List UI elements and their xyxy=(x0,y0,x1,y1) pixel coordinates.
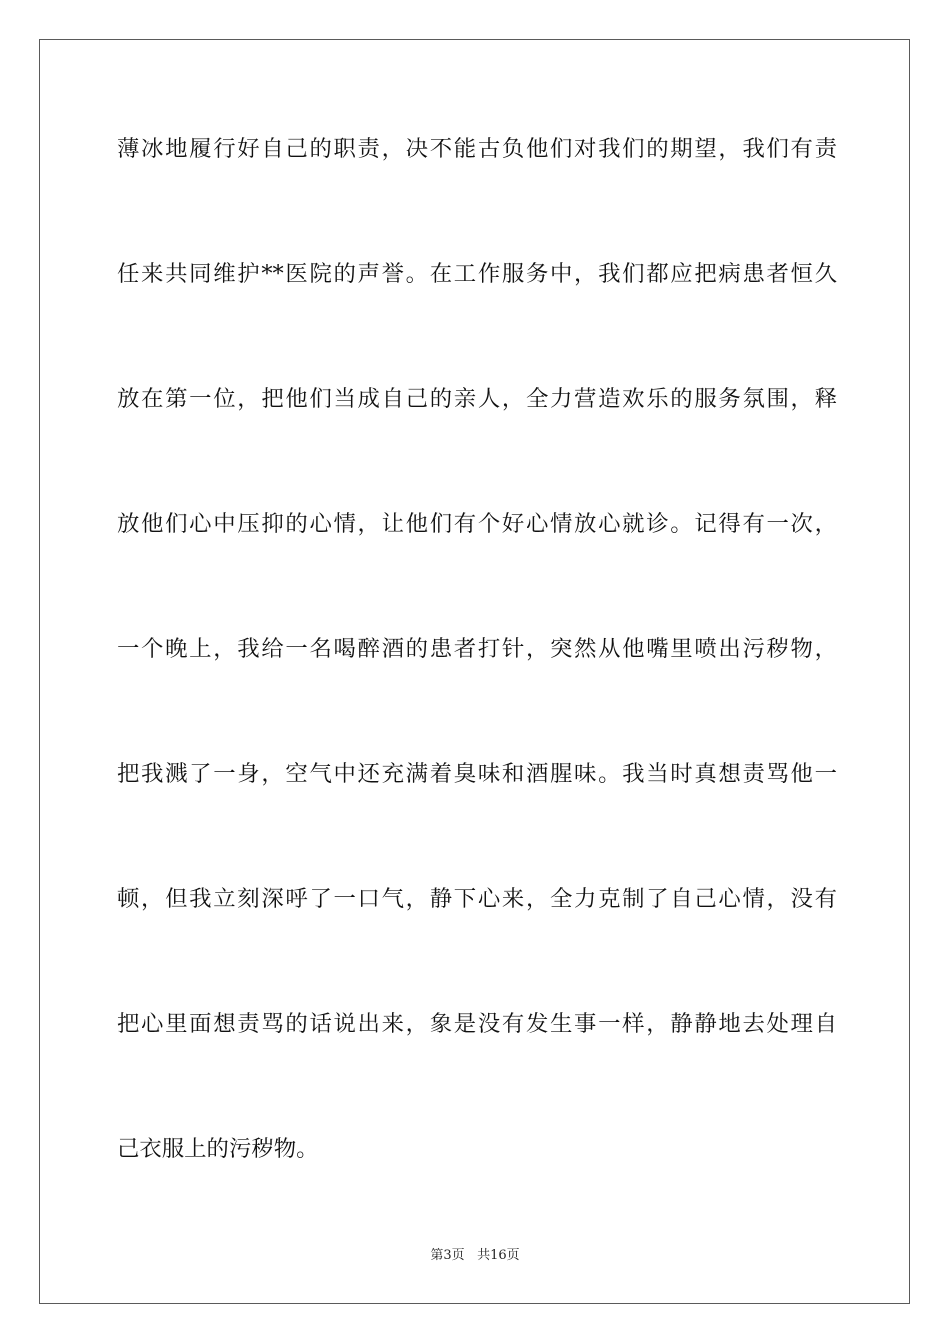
body-text-line: 把心里面想责骂的话说出来，象是没有发生事一样，静静地去处理自 xyxy=(117,1011,837,1037)
page-number: 第3页 xyxy=(430,1248,465,1263)
page-total: 共16页 xyxy=(477,1248,520,1263)
page-border xyxy=(39,39,910,1304)
body-text-line: 把我溅了一身，空气中还充满着臭味和酒腥味。我当时真想责骂他一 xyxy=(117,761,837,787)
body-text-line: 薄冰地履行好自己的职责，决不能古负他们对我们的期望，我们有责 xyxy=(117,136,837,162)
body-text-line: 放他们心中压抑的心情，让他们有个好心情放心就诊。记得有一次， xyxy=(117,511,837,537)
body-text-line: 放在第一位，把他们当成自己的亲人，全力营造欢乐的服务氛围，释 xyxy=(117,386,837,412)
body-text-line: 顿，但我立刻深呼了一口气，静下心来，全力克制了自己心情，没有 xyxy=(117,886,837,912)
body-text-line: 一个晚上，我给一名喝醉酒的患者打针，突然从他嘴里喷出污秽物， xyxy=(117,636,837,662)
page-footer xyxy=(0,1247,950,1265)
body-text-line: 己衣服上的污秽物。 xyxy=(117,1136,319,1162)
body-text-line: 任来共同维护**医院的声誉。在工作服务中，我们都应把病患者恒久 xyxy=(117,261,837,287)
